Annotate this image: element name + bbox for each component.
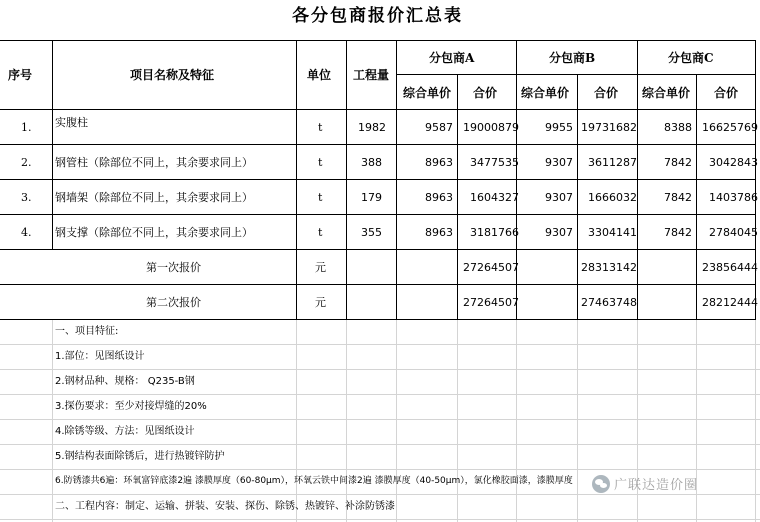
header-c-unit-price: 综合单价 — [642, 86, 691, 100]
row-1-c-total: 16625769 — [702, 121, 758, 134]
row-2-b-total: 3611287 — [588, 156, 637, 169]
row-4-a-price: 8963 — [425, 226, 453, 239]
row-2-a-price: 8963 — [425, 156, 453, 169]
quote-1-c-total: 23856444 — [702, 261, 758, 274]
row-2-c-price: 7842 — [664, 156, 692, 169]
header-vendor-b: 分包商B — [549, 51, 596, 65]
row-2-unit: t — [318, 156, 323, 169]
row-1-seq: 1. — [21, 121, 32, 134]
page-title: 各分包商报价汇总表 — [292, 6, 463, 26]
row-3-unit: t — [318, 191, 323, 204]
note-1: 1.部位：见图纸设计 — [55, 351, 145, 362]
quote-1-a-total: 27264507 — [463, 261, 519, 274]
note-3: 3.探伤要求：至少对接焊缝的20% — [55, 401, 207, 412]
row-1-b-total: 19731682 — [581, 121, 637, 134]
quote-2-a-total: 27264507 — [463, 296, 519, 309]
quote-2-label: 第二次报价 — [146, 296, 201, 309]
row-1-a-total: 19000879 — [463, 121, 519, 134]
row-3-a-total: 1604327 — [470, 191, 519, 204]
row-4-seq: 4. — [21, 226, 32, 239]
quote-1-label: 第一次报价 — [146, 261, 201, 274]
header-a-unit-price: 综合单价 — [403, 86, 452, 100]
quote-1-unit: 元 — [315, 261, 326, 274]
row-2-c-total: 3042843 — [709, 156, 758, 169]
note-4: 4.除锈等级、方法：见图纸设计 — [55, 426, 195, 437]
header-item: 项目名称及特征 — [130, 68, 215, 82]
row-3-seq: 3. — [21, 191, 32, 204]
watermark — [592, 474, 698, 493]
row-4-unit: t — [318, 226, 323, 239]
row-2-qty: 388 — [361, 156, 382, 169]
row-3-b-total: 1666032 — [588, 191, 637, 204]
quote-2-c-total: 28212444 — [702, 296, 758, 309]
row-4-qty: 355 — [361, 226, 382, 239]
header-seq: 序号 — [8, 68, 33, 82]
row-3-a-price: 8963 — [425, 191, 453, 204]
row-3-b-price: 9307 — [545, 191, 573, 204]
header-a-total: 合价 — [473, 86, 498, 100]
header-c-total: 合价 — [714, 86, 739, 100]
row-4-a-total: 3181766 — [470, 226, 519, 239]
note-work-content: 二、工程内容：制定、运输、拼装、安装、探伤、除锈、热镀锌、补涂防锈漆 — [55, 501, 395, 512]
note-6: 6.防锈漆共6遍：环氧富锌底漆2遍 漆膜厚度（60-80μm），环氧云铁中间漆2遍 漆膜厚度（40-50μm），氯化橡胶面漆，漆膜厚度 — [55, 476, 573, 486]
row-4-c-price: 7842 — [664, 226, 692, 239]
quote-2-b-total: 27463748 — [581, 296, 637, 309]
note-heading: 一、项目特征: — [55, 326, 119, 337]
row-4-b-price: 9307 — [545, 226, 573, 239]
row-2-seq: 2. — [21, 156, 32, 169]
row-4-c-total: 2784045 — [709, 226, 758, 239]
row-2-name: 钢管柱（除部位不同上，其余要求同上） — [55, 156, 253, 169]
row-2-a-total: 3477535 — [470, 156, 519, 169]
row-1-c-price: 8388 — [664, 121, 692, 134]
row-4-b-total: 3304141 — [588, 226, 637, 239]
quote-2-unit: 元 — [315, 296, 326, 309]
row-1-unit: t — [318, 121, 323, 134]
row-3-qty: 179 — [361, 191, 382, 204]
row-1-name: 实腹柱 — [55, 116, 88, 129]
header-unit: 单位 — [307, 68, 332, 82]
header-vendor-a: 分包商A — [429, 51, 475, 65]
header-b-unit-price: 综合单价 — [521, 86, 570, 100]
row-4-name: 钢支撑（除部位不同上，其余要求同上） — [55, 226, 253, 239]
header-qty: 工程量 — [353, 68, 390, 82]
header-b-total: 合价 — [594, 86, 619, 100]
row-3-c-price: 7842 — [664, 191, 692, 204]
row-3-c-total: 1403786 — [709, 191, 758, 204]
row-3-name: 钢墙架（除部位不同上，其余要求同上） — [55, 191, 253, 204]
note-2: 2.钢材品种、规格： Q235-B钢 — [55, 376, 195, 387]
note-5: 5.钢结构表面除锈后，进行热镀锌防护 — [55, 451, 225, 462]
row-1-a-price: 9587 — [425, 121, 453, 134]
wechat-icon — [592, 475, 610, 493]
watermark-text: 广联达造价圈 — [614, 478, 699, 493]
row-2-b-price: 9307 — [545, 156, 573, 169]
quote-1-b-total: 28313142 — [581, 261, 637, 274]
header-vendor-c: 分包商C — [668, 51, 714, 65]
row-1-qty: 1982 — [358, 121, 386, 134]
row-1-b-price: 9955 — [545, 121, 573, 134]
